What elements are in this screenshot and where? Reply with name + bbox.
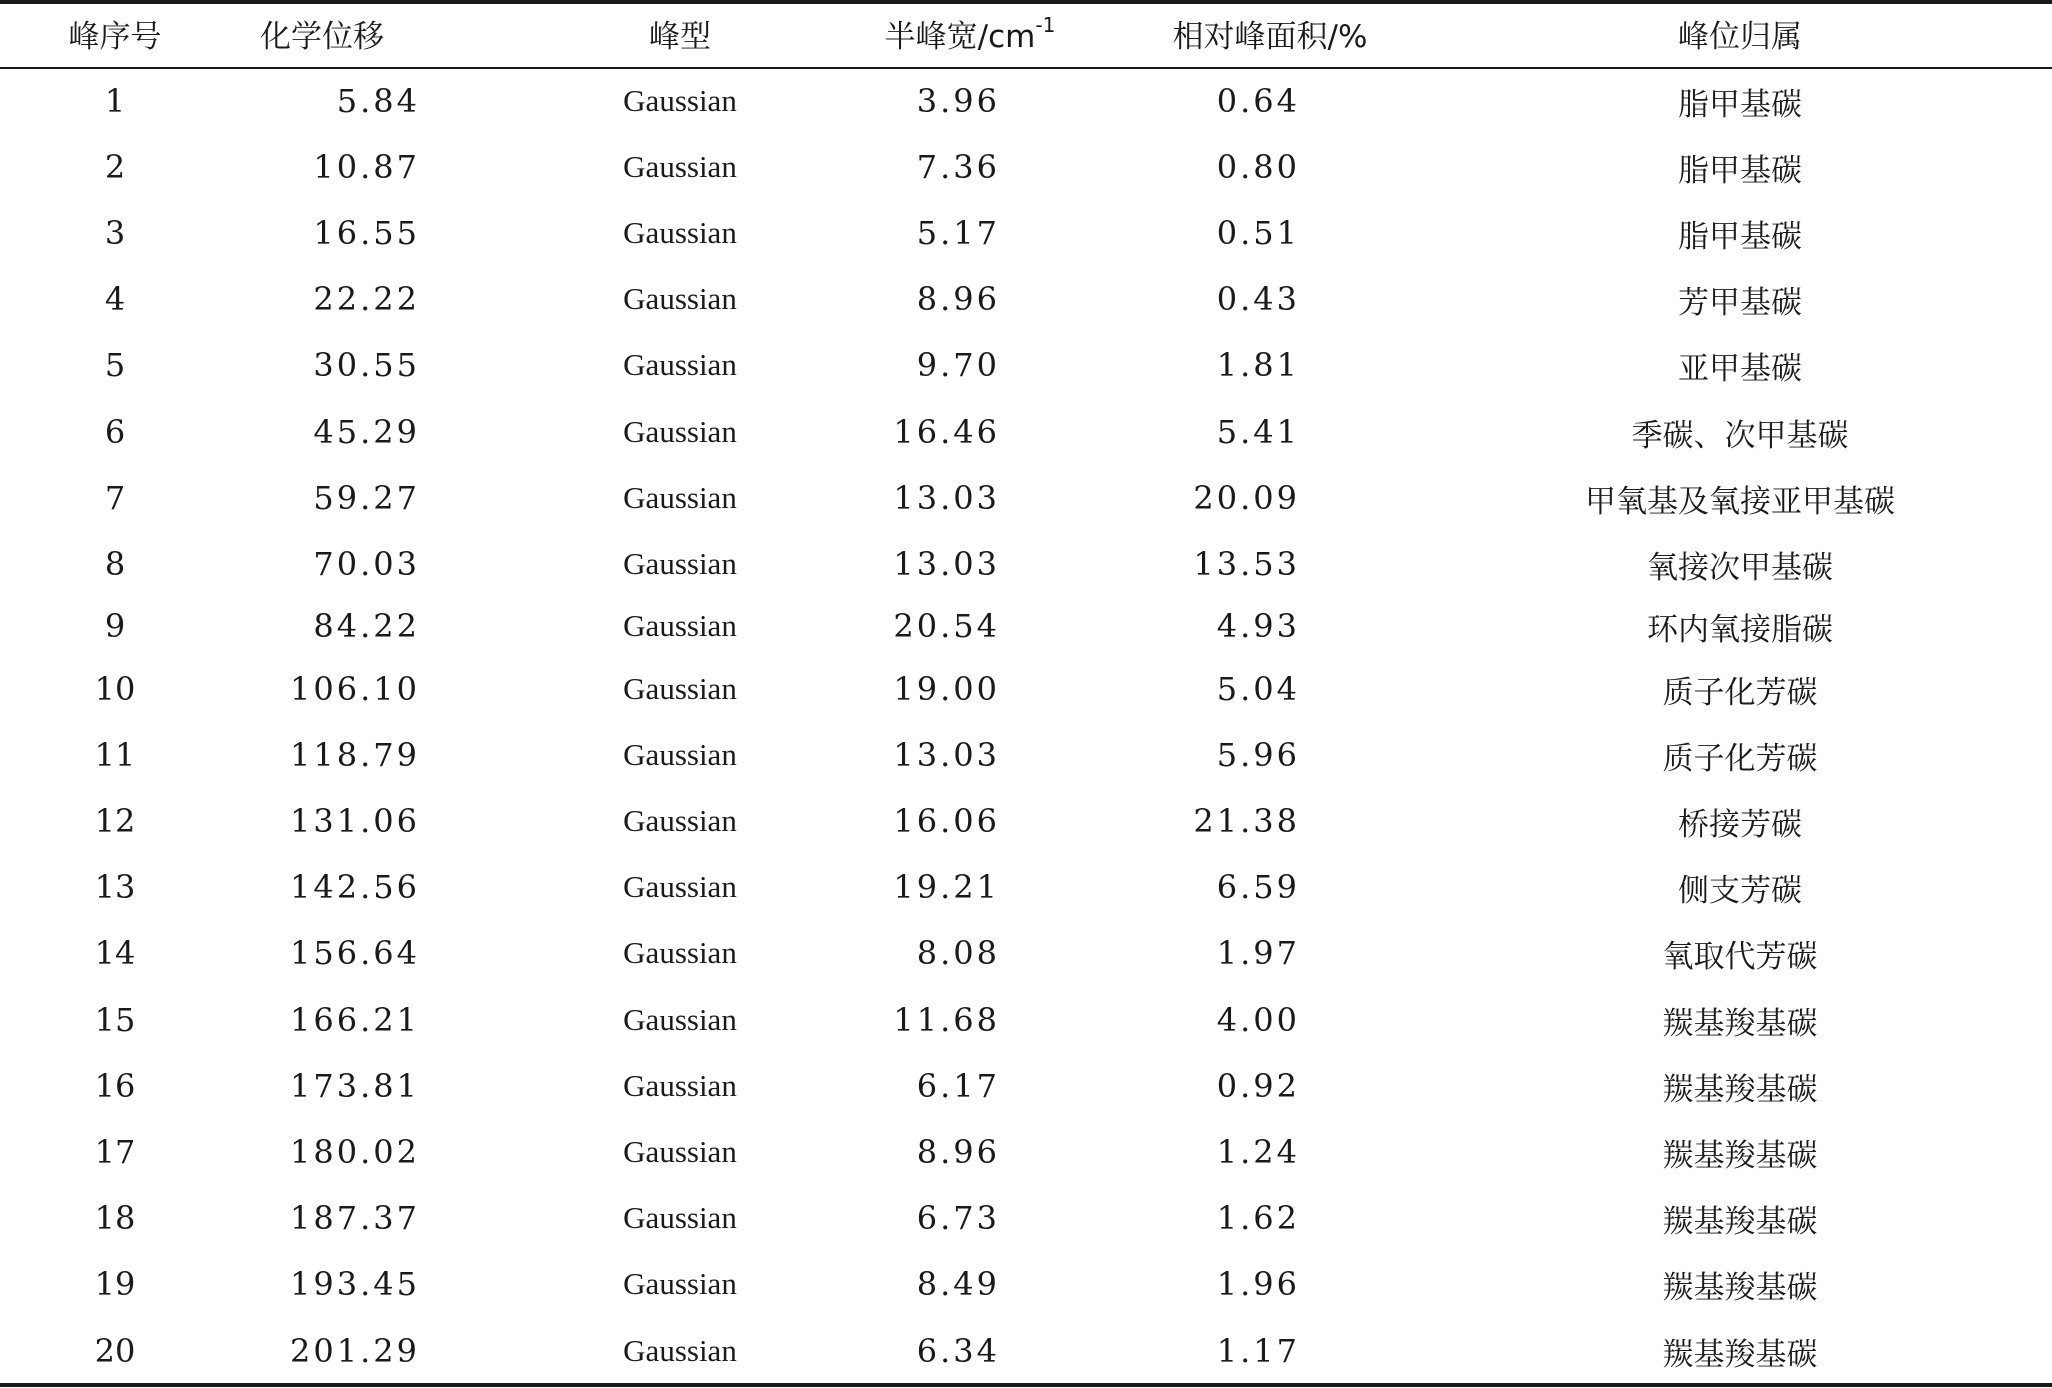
- relative-area-cell: 4.00: [1216, 1001, 1300, 1039]
- chemical-shift-cell: 106.10: [290, 670, 420, 708]
- peak-index-cell: 11: [94, 736, 136, 774]
- chemical-shift-cell: 156.64: [290, 934, 420, 972]
- relative-area-cell: 0.80: [1216, 148, 1300, 186]
- peak-assignment-cell: 质子化芳碳: [1662, 740, 1818, 777]
- chemical-shift-cell: 180.02: [290, 1133, 420, 1171]
- chemical-shift-cell: 59.27: [313, 479, 420, 517]
- peak-shape-cell: Gaussian: [623, 1266, 737, 1301]
- chemical-shift-cell: 193.45: [290, 1265, 420, 1303]
- half-width-cell: 7.36: [916, 148, 1000, 186]
- peak-assignment-cell: 季碳、次甲基碳: [1631, 417, 1849, 454]
- peak-shape-cell: Gaussian: [623, 281, 737, 316]
- peak-shape-cell: Gaussian: [623, 671, 737, 706]
- chemical-shift-cell: 22.22: [313, 280, 420, 318]
- peak-shape-cell: Gaussian: [623, 1134, 737, 1169]
- half-width-cell: 11.68: [893, 1001, 1000, 1039]
- peak-assignment-cell: 质子化芳碳: [1662, 674, 1818, 711]
- header-peak-shape: 峰型: [649, 18, 711, 55]
- peak-shape-cell: Gaussian: [623, 869, 737, 904]
- peak-index-cell: 7: [104, 479, 126, 517]
- relative-area-cell: 1.81: [1216, 346, 1300, 384]
- half-width-cell: 13.03: [893, 479, 1000, 517]
- table-row: [0, 134, 2052, 200]
- table-row: [0, 332, 2052, 398]
- chemical-shift-cell: 84.22: [313, 607, 420, 645]
- table-row: [0, 593, 2052, 659]
- half-width-cell: 9.70: [916, 346, 1000, 384]
- chemical-shift-cell: 10.87: [313, 148, 420, 186]
- peak-index-cell: 8: [104, 545, 126, 583]
- table-row: [0, 1185, 2052, 1251]
- relative-area-cell: 0.92: [1216, 1067, 1300, 1105]
- chemical-shift-cell: 70.03: [313, 545, 420, 583]
- header-half-width-text: 半峰宽/cm: [884, 18, 1036, 55]
- relative-area-cell: 6.59: [1216, 868, 1300, 906]
- peak-index-cell: 10: [94, 670, 136, 708]
- table-row: [0, 722, 2052, 788]
- peak-index-cell: 6: [104, 413, 126, 451]
- peak-shape-cell: Gaussian: [623, 737, 737, 772]
- header-peak-index: 峰序号: [68, 18, 162, 55]
- table-row: [0, 1318, 2052, 1384]
- table-row: [0, 465, 2052, 531]
- peak-index-cell: 3: [104, 214, 126, 252]
- relative-area-cell: 1.24: [1216, 1133, 1300, 1171]
- peak-assignment-cell: 桥接芳碳: [1678, 806, 1802, 843]
- peak-assignment-cell: 氧接次甲基碳: [1647, 549, 1833, 586]
- peak-index-cell: 5: [104, 346, 126, 384]
- peak-index-cell: 16: [94, 1067, 136, 1105]
- table-row: [0, 1251, 2052, 1317]
- half-width-cell: 16.06: [893, 802, 1000, 840]
- table-row: [0, 200, 2052, 266]
- half-width-cell: 6.73: [916, 1199, 1000, 1237]
- chemical-shift-cell: 173.81: [290, 1067, 420, 1105]
- relative-area-cell: 4.93: [1216, 607, 1300, 645]
- chemical-shift-cell: 166.21: [290, 1001, 420, 1039]
- peak-shape-cell: Gaussian: [623, 480, 737, 515]
- table-row: [0, 854, 2052, 920]
- peak-index-cell: 1: [104, 82, 126, 120]
- peak-assignment-cell: 羰基羧基碳: [1662, 1005, 1818, 1042]
- half-width-cell: 19.21: [893, 868, 1000, 906]
- peak-shape-cell: Gaussian: [623, 1068, 737, 1103]
- chemical-shift-cell: 45.29: [313, 413, 420, 451]
- peak-assignment-cell: 羰基羧基碳: [1662, 1071, 1818, 1108]
- table-row: [0, 920, 2052, 986]
- peak-shape-cell: Gaussian: [623, 803, 737, 838]
- table-row: [0, 788, 2052, 854]
- relative-area-cell: 0.51: [1216, 214, 1300, 252]
- header-chemical-shift: 化学位移: [260, 18, 384, 55]
- peak-index-cell: 17: [94, 1133, 136, 1171]
- chemical-shift-cell: 5.84: [336, 82, 420, 120]
- peak-shape-cell: Gaussian: [623, 149, 737, 184]
- peak-index-cell: 20: [94, 1332, 136, 1370]
- half-width-cell: 8.49: [916, 1265, 1000, 1303]
- peak-shape-cell: Gaussian: [623, 347, 737, 382]
- peak-shape-cell: Gaussian: [623, 215, 737, 250]
- peak-index-cell: 13: [94, 868, 136, 906]
- half-width-cell: 5.17: [916, 214, 1000, 252]
- relative-area-cell: 5.41: [1216, 413, 1300, 451]
- peak-assignment-cell: 环内氧接脂碳: [1647, 611, 1833, 648]
- half-width-cell: 6.34: [916, 1332, 1000, 1370]
- peak-assignment-cell: 脂甲基碳: [1678, 152, 1802, 189]
- peak-assignment-cell: 羰基羧基碳: [1662, 1203, 1818, 1240]
- relative-area-cell: 0.43: [1216, 280, 1300, 318]
- header-half-width: [860, 0, 1080, 66]
- relative-area-cell: 13.53: [1193, 545, 1300, 583]
- peak-shape-cell: Gaussian: [623, 414, 737, 449]
- peak-shape-cell: Gaussian: [623, 1002, 737, 1037]
- relative-area-cell: 21.38: [1193, 802, 1300, 840]
- half-width-cell: 13.03: [893, 736, 1000, 774]
- half-width-cell: 3.96: [916, 82, 1000, 120]
- header-relative-area: 相对峰面积/%: [1172, 18, 1368, 55]
- half-width-cell: 6.17: [916, 1067, 1000, 1105]
- half-width-cell: 13.03: [893, 545, 1000, 583]
- header-peak-assignment: 峰位归属: [1678, 18, 1802, 55]
- header-half-width-superscript: -1: [1035, 13, 1056, 37]
- table-bottom-rule: [0, 1383, 2052, 1387]
- peak-index-cell: 4: [104, 280, 126, 318]
- table-row: [0, 1053, 2052, 1119]
- relative-area-cell: 5.96: [1216, 736, 1300, 774]
- peak-index-cell: 15: [94, 1001, 136, 1039]
- relative-area-cell: 5.04: [1216, 670, 1300, 708]
- peak-assignment-cell: 羰基羧基碳: [1662, 1336, 1818, 1373]
- peak-index-cell: 9: [104, 607, 126, 645]
- chemical-shift-cell: 201.29: [290, 1332, 420, 1370]
- table-row: [0, 68, 2052, 134]
- peak-shape-cell: Gaussian: [623, 935, 737, 970]
- relative-area-cell: 1.96: [1216, 1265, 1300, 1303]
- peak-assignment-cell: 侧支芳碳: [1678, 872, 1802, 909]
- peak-shape-cell: Gaussian: [623, 1200, 737, 1235]
- table-row: [0, 266, 2052, 332]
- peak-assignment-cell: 氧取代芳碳: [1662, 938, 1818, 975]
- half-width-cell: 19.00: [893, 670, 1000, 708]
- relative-area-cell: 1.97: [1216, 934, 1300, 972]
- chemical-shift-cell: 118.79: [290, 736, 420, 774]
- half-width-cell: 16.46: [893, 413, 1000, 451]
- peak-assignment-cell: 羰基羧基碳: [1662, 1269, 1818, 1306]
- peak-index-cell: 14: [94, 934, 136, 972]
- peak-assignment-cell: 亚甲基碳: [1678, 350, 1802, 387]
- peak-assignment-cell: 甲氧基及氧接亚甲基碳: [1585, 483, 1895, 520]
- peak-assignment-cell: 羰基羧基碳: [1662, 1137, 1818, 1174]
- peak-shape-cell: Gaussian: [623, 608, 737, 643]
- table-row: [0, 656, 2052, 722]
- table-row: [0, 399, 2052, 465]
- peak-assignment-cell: 脂甲基碳: [1678, 86, 1802, 123]
- chemical-shift-cell: 16.55: [313, 214, 420, 252]
- peak-index-cell: 19: [94, 1265, 136, 1303]
- table-row: [0, 987, 2052, 1053]
- table-header-row: [0, 0, 2052, 66]
- peak-index-cell: 2: [104, 148, 126, 186]
- chemical-shift-cell: 187.37: [290, 1199, 420, 1237]
- peak-shape-cell: Gaussian: [623, 546, 737, 581]
- table-row: [0, 531, 2052, 597]
- chemical-shift-cell: 30.55: [313, 346, 420, 384]
- peak-assignment-cell: 脂甲基碳: [1678, 218, 1802, 255]
- peak-index-cell: 12: [94, 802, 136, 840]
- half-width-cell: 8.96: [916, 1133, 1000, 1171]
- half-width-cell: 8.08: [916, 934, 1000, 972]
- relative-area-cell: 20.09: [1193, 479, 1300, 517]
- chemical-shift-cell: 142.56: [290, 868, 420, 906]
- relative-area-cell: 0.64: [1216, 82, 1300, 120]
- peak-shape-cell: Gaussian: [623, 83, 737, 118]
- half-width-cell: 20.54: [893, 607, 1000, 645]
- relative-area-cell: 1.62: [1216, 1199, 1300, 1237]
- peak-shape-cell: Gaussian: [623, 1333, 737, 1368]
- chemical-shift-cell: 131.06: [290, 802, 420, 840]
- table-row: [0, 1119, 2052, 1185]
- peak-index-cell: 18: [94, 1199, 136, 1237]
- relative-area-cell: 1.17: [1216, 1332, 1300, 1370]
- peak-assignment-cell: 芳甲基碳: [1678, 284, 1802, 321]
- half-width-cell: 8.96: [916, 280, 1000, 318]
